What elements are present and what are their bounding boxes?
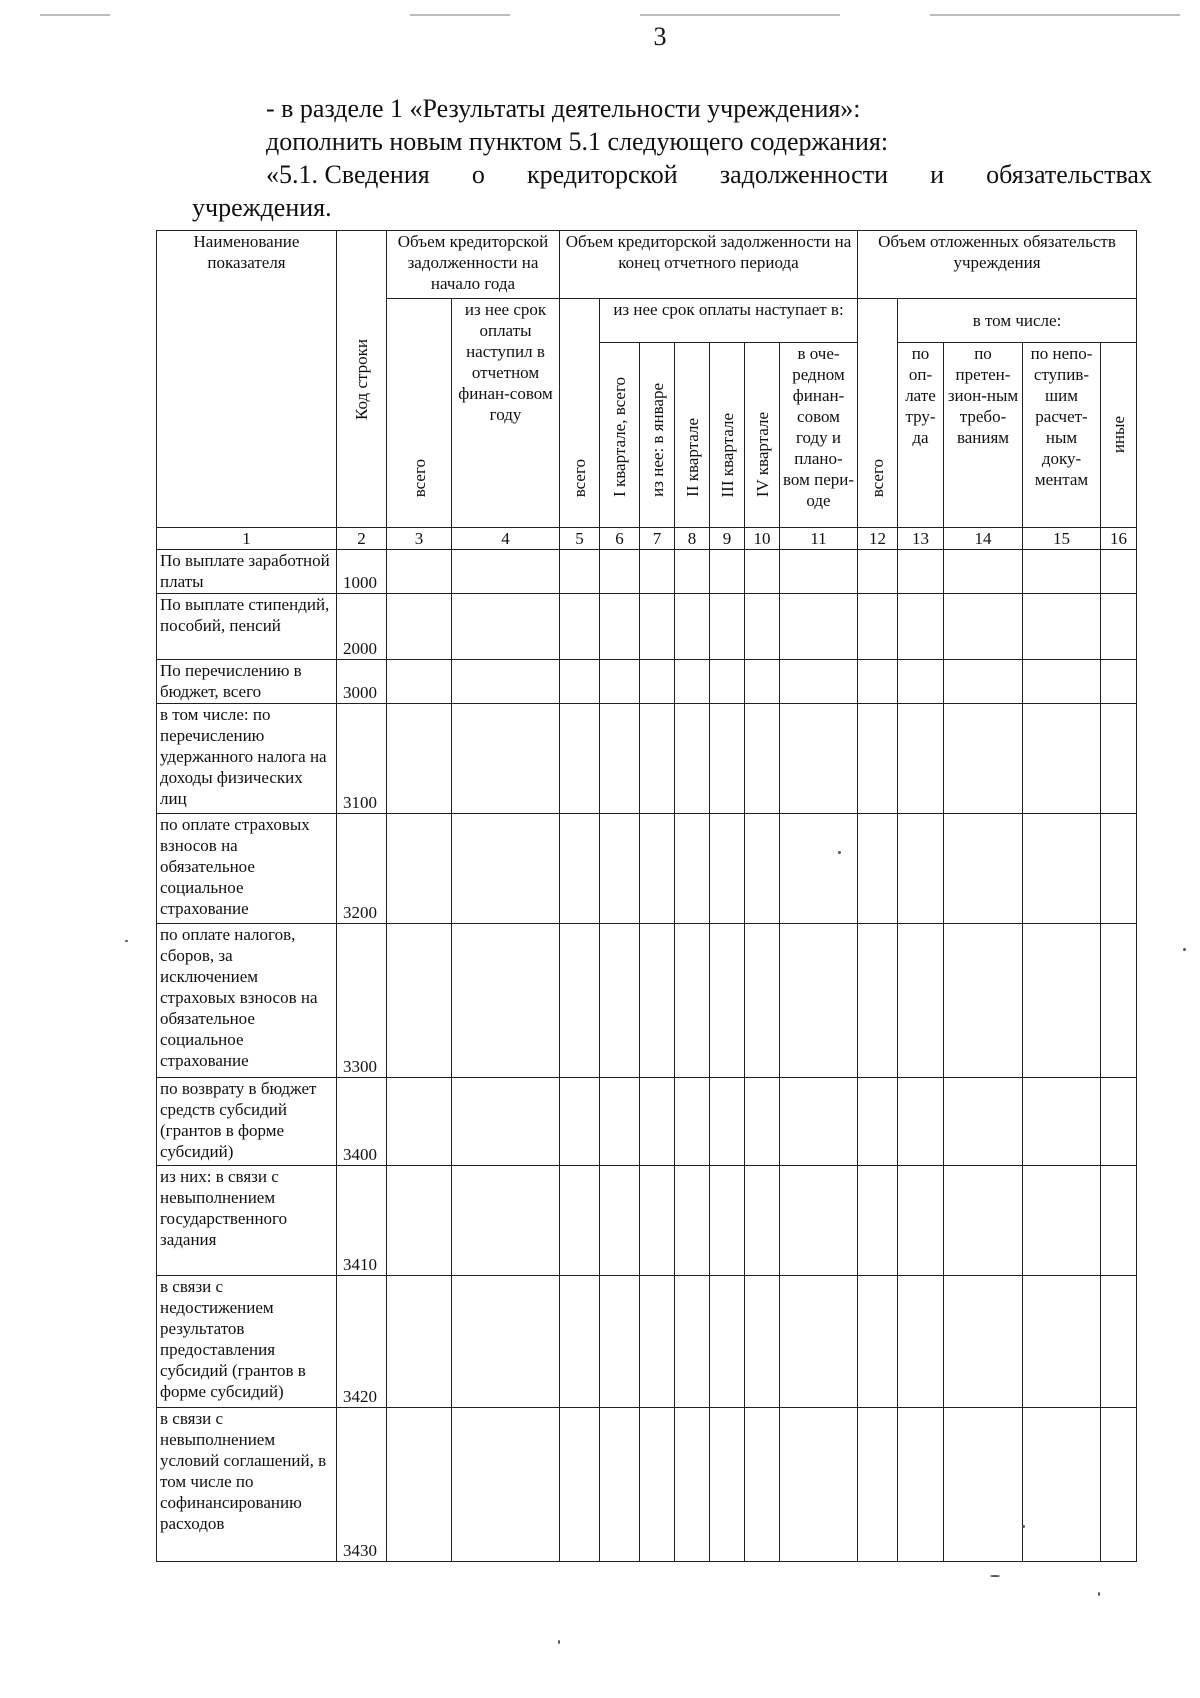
data-cell [745,704,780,814]
data-cell [600,1166,640,1276]
header-q4-text: IV квартале [752,411,772,497]
column-number: 6 [600,528,640,550]
data-cell [745,924,780,1078]
header-end-group: Объем кредиторской задолженности на конец отчетного периода [560,231,858,299]
data-cell [452,704,560,814]
header-q1-text: I квартале, всего [610,377,629,497]
data-cell [387,924,452,1078]
data-cell [675,594,710,660]
data-cell [944,1166,1023,1276]
data-cell [640,814,675,924]
scan-speck [1098,1592,1100,1596]
row-label: в связи с невыполнением условий соглашений, в том числе по софинансированию расходов [157,1408,337,1562]
intro-word: «5.1. Сведения [266,160,430,189]
data-cell [710,814,745,924]
data-cell [452,594,560,660]
data-cell [387,660,452,704]
header-jan-text: из нее: в январе [647,383,667,497]
row-code: 3430 [337,1408,387,1562]
row-label: из них: в связи с невыполнением государственного задания [157,1166,337,1276]
data-cell [600,704,640,814]
data-cell [898,1276,944,1408]
creditor-debt-table [156,230,1137,1562]
row-code: 3400 [337,1078,387,1166]
data-cell [1023,1166,1101,1276]
data-cell [780,814,858,924]
data-cell [452,1078,560,1166]
column-number: 15 [1023,528,1101,550]
data-cell [780,1078,858,1166]
header-next-year: в оче-редном финан-совом году и плано-вом пери-оде [780,343,858,528]
data-cell [710,924,745,1078]
data-cell [898,550,944,594]
header-end-due-group: из нее срок оплаты наступает в: [600,299,858,343]
row-label: по оплате налогов, сборов, за исключением страховых взносов на обязательное социальное страхование [157,924,337,1078]
column-number: 2 [337,528,387,550]
data-cell [675,1078,710,1166]
data-cell [710,660,745,704]
data-cell [858,924,898,1078]
data-cell [675,924,710,1078]
data-cell [560,1408,600,1562]
data-cell [745,550,780,594]
data-cell [745,1078,780,1166]
data-cell [745,660,780,704]
data-cell [1101,660,1137,704]
data-cell [1101,1166,1137,1276]
data-cell [600,1078,640,1166]
page-number: 3 [653,22,667,51]
scan-speck [838,851,841,854]
data-cell [780,924,858,1078]
data-cell [858,660,898,704]
data-cell [710,1078,745,1166]
header-wages: по оп-лате тру-да [898,343,944,528]
row-code: 3100 [337,704,387,814]
header-begin-due: из нее срок оплаты наступил в отчетном финан-совом году [452,299,560,528]
row-label: По выплате заработной платы [157,550,337,594]
data-cell [600,550,640,594]
data-cell [1023,704,1101,814]
data-cell [560,594,600,660]
column-number: 8 [675,528,710,550]
data-cell [600,924,640,1078]
data-cell [387,1166,452,1276]
data-cell [944,594,1023,660]
row-label: в том числе: по перечислению удержанного налога на доходы физических лиц [157,704,337,814]
data-cell [710,1276,745,1408]
data-cell [745,594,780,660]
data-cell [710,594,745,660]
scan-speck [1022,1525,1025,1528]
data-cell [387,1078,452,1166]
data-cell [710,1408,745,1562]
data-cell [745,1276,780,1408]
data-cell [944,1276,1023,1408]
data-cell [560,1276,600,1408]
data-cell [1023,594,1101,660]
table-row [157,660,1137,704]
data-cell [858,704,898,814]
data-cell [898,660,944,704]
row-code: 3420 [337,1276,387,1408]
table-row [157,924,1137,1078]
data-cell [640,550,675,594]
column-number: 3 [387,528,452,550]
data-cell [1023,924,1101,1078]
table-row [157,550,1137,594]
data-cell [640,1276,675,1408]
scan-mark [410,14,510,16]
data-cell [944,704,1023,814]
table-row [157,814,1137,924]
intro-word: обязательствах [986,160,1152,189]
intro-line-2: дополнить новым пунктом 5.1 следующего содержания: [266,127,889,156]
data-cell [387,704,452,814]
data-cell [745,814,780,924]
column-number: 14 [944,528,1023,550]
column-number: 16 [1101,528,1137,550]
column-number: 11 [780,528,858,550]
data-cell [780,660,858,704]
header-begin-total [387,299,452,528]
column-number: 12 [858,528,898,550]
header-end-total [560,299,600,528]
intro-line-1: - в разделе 1 «Результаты деятельности учреждения»: [266,94,861,123]
header-q3-text: III квартале [717,412,737,497]
data-cell [710,1166,745,1276]
data-cell [452,1408,560,1562]
scan-speck [990,1575,1000,1577]
data-cell [560,704,600,814]
data-cell [640,1078,675,1166]
data-cell [675,704,710,814]
data-cell [1101,924,1137,1078]
data-cell [387,1276,452,1408]
column-number: 4 [452,528,560,550]
data-cell [858,814,898,924]
column-number: 7 [640,528,675,550]
row-code: 1000 [337,550,387,594]
intro-word: кредиторской [526,160,678,189]
header-claims: по претен-зион-ным требо-ваниям [944,343,1023,528]
intro-word: и [930,160,945,189]
table-row [157,704,1137,814]
row-label: По выплате стипендий, пособий, пенсий [157,594,337,660]
data-cell [858,1408,898,1562]
data-cell [600,1408,640,1562]
data-cell [560,550,600,594]
row-label: по оплате страховых взносов на обязательное социальное страхование [157,814,337,924]
data-cell [858,550,898,594]
data-cell [898,1166,944,1276]
table-row [157,1408,1137,1562]
table-row [157,1166,1137,1276]
data-cell [780,550,858,594]
header-deferred-group: Объем отложенных обязательств учреждения [858,231,1137,299]
data-cell [1101,594,1137,660]
column-number: 5 [560,528,600,550]
scan-speck [558,1640,560,1644]
data-cell [640,1408,675,1562]
data-cell [780,1166,858,1276]
data-cell [452,660,560,704]
data-cell [1101,704,1137,814]
header-other [1101,343,1137,528]
data-cell [944,814,1023,924]
header-incl: в том числе: [898,299,1137,343]
data-cell [675,814,710,924]
intro-word: задолженности [719,160,888,189]
intro-word: о [471,160,485,189]
scan-mark [640,14,840,16]
data-cell [640,924,675,1078]
data-cell [675,550,710,594]
header-code-text: Код строки [352,338,371,420]
data-cell [452,1166,560,1276]
data-cell [780,1276,858,1408]
header-jan [640,343,675,528]
data-cell [387,1408,452,1562]
data-cell [452,924,560,1078]
table-row [157,594,1137,660]
table-row [157,1078,1137,1166]
column-number: 1 [157,528,337,550]
header-q2 [675,343,710,528]
scan-mark [40,14,110,16]
header-deferred-total-text: всего [868,458,887,497]
row-code: 3410 [337,1166,387,1276]
header-begin-total-text: всего [409,458,429,497]
header-docs: по непо-ступив-шим расчет-ным доку-ментам [1023,343,1101,528]
data-cell [944,1408,1023,1562]
data-cell [1101,550,1137,594]
data-cell [898,814,944,924]
data-cell [560,814,600,924]
row-code: 3300 [337,924,387,1078]
header-code [337,231,387,528]
data-cell [858,594,898,660]
data-cell [640,660,675,704]
row-label: в связи с недостижением результатов предоставления субсидий (грантов в форме субсидий) [157,1276,337,1408]
header-deferred-total [858,299,898,528]
data-cell [675,1166,710,1276]
data-cell [745,1166,780,1276]
data-cell [560,1166,600,1276]
data-cell [944,660,1023,704]
header-name: Наименование показателя [157,231,337,528]
data-cell [1101,1276,1137,1408]
data-cell [780,594,858,660]
data-cell [1101,814,1137,924]
column-number: 13 [898,528,944,550]
column-number-row [157,528,1137,550]
data-cell [1023,550,1101,594]
data-cell [858,1078,898,1166]
intro-line-4: учреждения. [192,193,332,222]
data-cell [745,1408,780,1562]
data-cell [387,550,452,594]
data-cell [710,704,745,814]
scan-speck [1183,948,1186,951]
data-cell [600,814,640,924]
data-cell [710,550,745,594]
header-q4 [745,343,780,528]
data-cell [1023,1078,1101,1166]
data-cell [898,1078,944,1166]
header-begin-group: Объем кредиторской задолженности на начало года [387,231,560,299]
header-q3 [710,343,745,528]
row-code: 3200 [337,814,387,924]
header-other-text: иные [1109,416,1128,454]
data-cell [944,550,1023,594]
data-cell [600,594,640,660]
row-code: 2000 [337,594,387,660]
intro-text [192,92,1152,224]
row-label: По перечислению в бюджет, всего [157,660,337,704]
data-cell [675,1276,710,1408]
row-code: 3000 [337,660,387,704]
header-q2-text: II квартале [682,418,702,497]
intro-line-3 [192,158,1152,191]
header-end-total-text: всего [570,458,589,497]
scan-speck [125,940,128,942]
data-cell [560,924,600,1078]
data-cell [387,594,452,660]
data-cell [675,1408,710,1562]
data-cell [452,814,560,924]
table-row [157,1276,1137,1408]
data-cell [560,1078,600,1166]
data-cell [898,594,944,660]
data-cell [1023,660,1101,704]
data-cell [1023,1276,1101,1408]
data-cell [600,1276,640,1408]
row-label: по возврату в бюджет средств субсидий (грантов в форме субсидий) [157,1078,337,1166]
data-cell [640,704,675,814]
column-number: 10 [745,528,780,550]
data-cell [898,704,944,814]
data-cell [780,704,858,814]
data-cell [387,814,452,924]
data-cell [858,1166,898,1276]
data-cell [600,660,640,704]
data-cell [675,660,710,704]
data-cell [560,660,600,704]
data-cell [640,1166,675,1276]
data-cell [780,1408,858,1562]
table-body [157,550,1137,1562]
creditor-debt-table-wrapper [156,230,1137,1562]
column-number: 9 [710,528,745,550]
data-cell [1101,1078,1137,1166]
data-cell [452,550,560,594]
data-cell [452,1276,560,1408]
data-cell [1101,1408,1137,1562]
data-cell [858,1276,898,1408]
data-cell [898,1408,944,1562]
data-cell [1023,814,1101,924]
data-cell [1023,1408,1101,1562]
data-cell [944,924,1023,1078]
data-cell [944,1078,1023,1166]
header-q1 [600,343,640,528]
data-cell [898,924,944,1078]
scan-mark [930,14,1180,16]
data-cell [640,594,675,660]
